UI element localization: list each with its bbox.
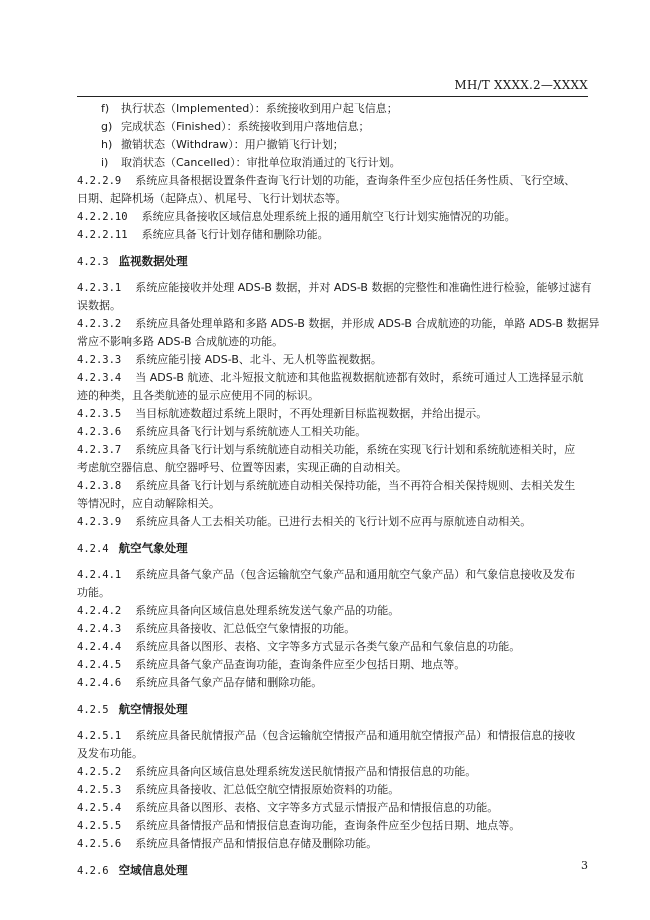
clause-4-2-4-1: 4.2.4.1 系统应具备气象产品（包含运输航空气象产品和通用航空气象产品）和气象信息接收及发布 功能。: [77, 568, 576, 599]
document-body: [77, 100, 600, 888]
clause-4-2-2-10: 4.2.2.10 系统应具备接收区域信息处理系统上报的通用航空飞行计划实施情况的功能。: [77, 210, 516, 223]
clause-4-2-5-1: 4.2.5.1 系统应具备民航情报产品（包含运输航空情报产品和通用航空情报产品）和情报信息的接收 及发布功能。: [77, 729, 576, 760]
clause-4-2-3-6: 4.2.3.6 系统应具备飞行计划与系统航迹人工相关功能。: [77, 425, 367, 438]
section-heading-4-2-5: 4.2.5 航空情报处理: [77, 702, 188, 716]
clause-4-2-3-1: 4.2.3.1 系统应能接收并处理 ADS-B 数据，并对 ADS-B 数据的完整性和准确性进行检验，能够过滤有 误数据。: [77, 281, 592, 312]
clause-4-2-3-7: 4.2.3.7 系统应具备飞行计划与系统航迹自动相关功能，系统在实现飞行计划和系统航迹相关时，应 考虑航空器信息、航空器呼号、位置等因素，实现正确的自动相关。: [77, 443, 576, 474]
clause-4-2-3-2: 4.2.3.2 系统应具备处理单路和多路 ADS-B 数据，并形成 ADS-B 合成航迹的功能，单路 ADS-B 数据异 常应不影响多路 ADS-B 合成航迹的功能。: [77, 317, 600, 348]
header-rule: [77, 96, 588, 97]
status-list: [77, 100, 588, 172]
page-number: 3: [581, 859, 588, 872]
clause-4-2-4-2: 4.2.4.2 系统应具备向区域信息处理系统发送气象产品的功能。: [77, 604, 400, 617]
clause-4-2-5-5: 4.2.5.5 系统应具备情报产品和情报信息查询功能，查询条件应至少包括日期、地点等。: [77, 819, 521, 832]
clause-4-2-4-3: 4.2.4.3 系统应具备接收、汇总低空气象情报的功能。: [77, 622, 356, 635]
list-item: i) 取消状态（Cancelled）：审批单位取消通过的飞行计划。: [101, 156, 401, 169]
section-heading-4-2-4: 4.2.4 航空气象处理: [77, 541, 188, 555]
list-item: h) 撤销状态（Withdraw）：用户撤销飞行计划；: [101, 138, 344, 151]
clause-4-2-3-9: 4.2.3.9 系统应具备人工去相关功能。已进行去相关的飞行计划不应再与原航迹自动相关。: [77, 515, 532, 528]
clause-4-2-4-6: 4.2.4.6 系统应具备气象产品存储和删除功能。: [77, 676, 323, 689]
clause-4-2-2-11: 4.2.2.11 系统应具备飞行计划存储和删除功能。: [77, 228, 329, 241]
clause-4-2-3-8: 4.2.3.8 系统应具备飞行计划与系统航迹自动相关保持功能，当不再符合相关保持规则、去相关发生 等情况时，应自动解除相关。: [77, 479, 576, 510]
list-item: g) 完成状态（Finished）：系统接收到用户落地信息；: [101, 120, 370, 133]
clause-4-2-5-3: 4.2.5.3 系统应具备接收、汇总低空航空情报原始资料的功能。: [77, 783, 400, 796]
list-item: f) 执行状态（Implemented）：系统接收到用户起飞信息；: [101, 102, 398, 115]
section-heading-4-2-3: 4.2.3 监视数据处理: [77, 254, 188, 268]
clause-4-2-2-9: 4.2.2.9 系统应具备根据设置条件查询飞行计划的功能，查询条件至少应包括任务性质、飞行空域、 日期、起降机场（起降点）、机尾号、飞行计划状态等。: [77, 174, 576, 205]
clause-4-2-3-3: 4.2.3.3 系统应能引接 ADS-B、北斗、无人机等监视数据。: [77, 353, 382, 366]
section-heading-4-2-6: 4.2.6 空域信息处理: [77, 863, 188, 877]
clause-4-2-5-6: 4.2.5.6 系统应具备情报产品和情报信息存储及删除功能。: [77, 837, 378, 850]
clause-4-2-3-4: 4.2.3.4 当 ADS-B 航迹、北斗短报文航迹和其他监视数据航迹都有效时，系统可通过人工选择显示航 迹的种类，且各类航迹的显示应使用不同的标识。: [77, 371, 584, 402]
clause-4-2-3-5: 4.2.3.5 当目标航迹数超过系统上限时，不再处理新目标监视数据，并给出提示。: [77, 407, 488, 420]
clause-4-2-5-2: 4.2.5.2 系统应具备向区域信息处理系统发送民航情报产品和情报信息的功能。: [77, 765, 477, 778]
clause-4-2-4-5: 4.2.4.5 系统应具备气象产品查询功能，查询条件应至少包括日期、地点等。: [77, 658, 466, 671]
document-id: MH/T XXXX.2—XXXX: [454, 78, 588, 92]
clause-4-2-4-4: 4.2.4.4 系统应具备以图形、表格、文字等多方式显示各类气象产品和气象信息的功能。: [77, 640, 521, 653]
clause-4-2-5-4: 4.2.5.4 系统应具备以图形、表格、文字等多方式显示情报产品和情报信息的功能。: [77, 801, 499, 814]
